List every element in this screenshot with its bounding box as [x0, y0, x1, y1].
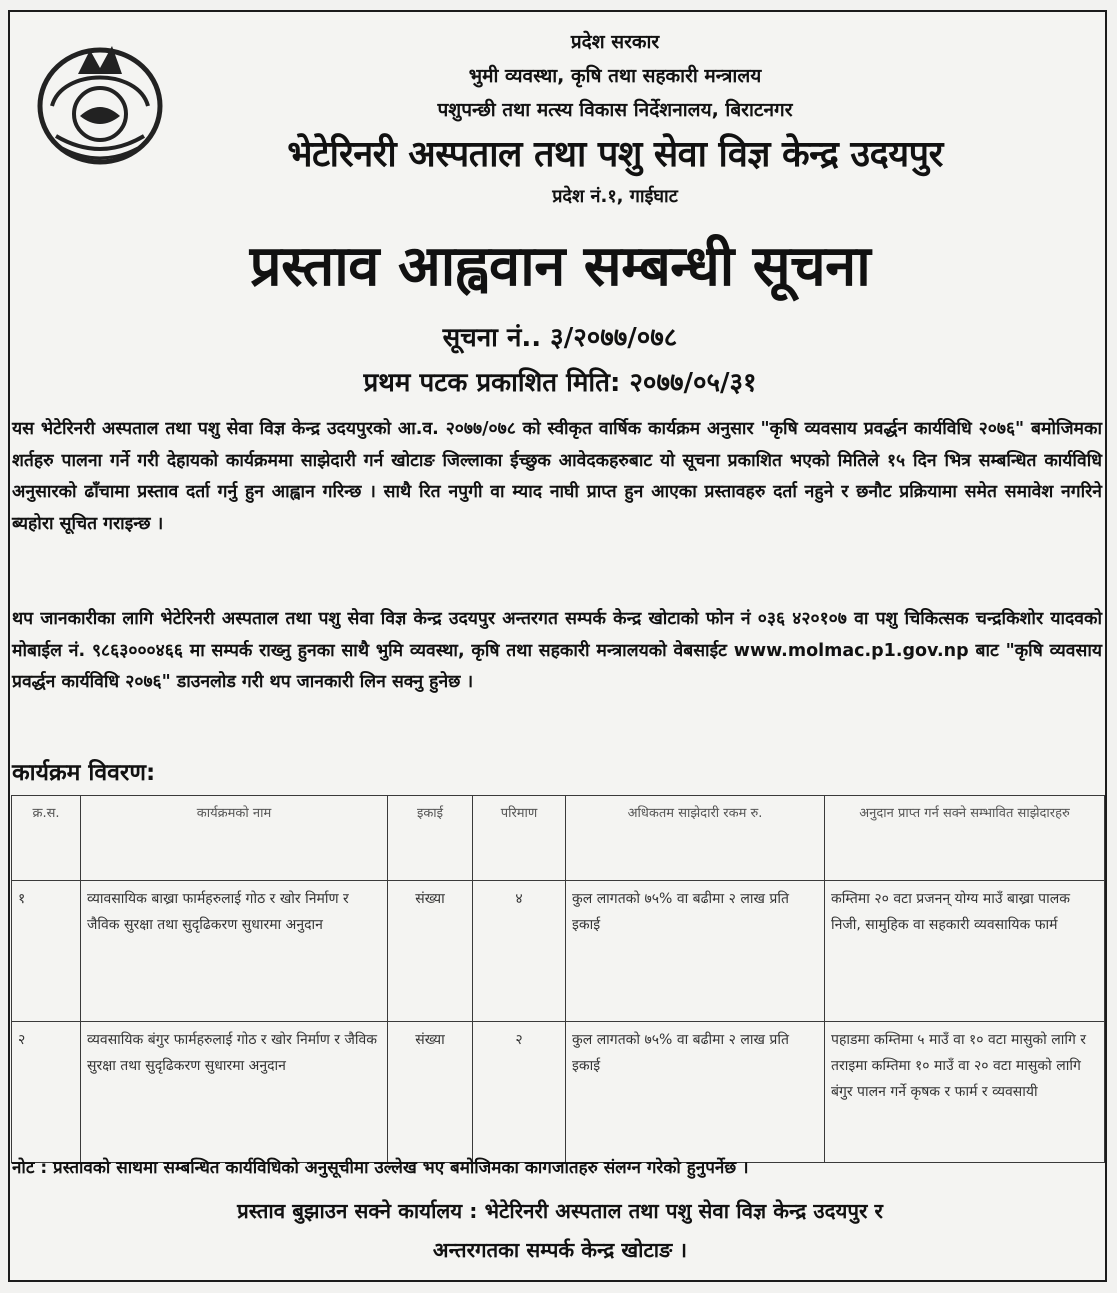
- submission-office-line-1: प्रस्ताव बुझाउन सक्ने कार्यालय : भेटेरिनरी अस्पताल तथा पशु सेवा विज्ञ केन्द्र उदयपुर र: [237, 1199, 883, 1223]
- row-quantity: ४: [473, 881, 566, 1022]
- col-quantity: परिमाण: [473, 796, 566, 881]
- table-row: [12, 881, 1105, 1022]
- notice-number: सूचना नं.. ३/२०७७/०७८: [442, 323, 678, 353]
- notice-paragraph-2: थप जानकारीका लागि भेटेरिनरी अस्पताल तथा पशु सेवा विज्ञ केन्द्र उदयपुर अन्तरगत सम्पर्क केन्द्र खोटाको फोन नं ०३६ ४२०१०७ वा पशु चिकित्सक चन्द्रकिशोर यादवको मोबाईल नं. ९८६३०००४६६ मा सम्पर्क राख्नु हुनका साथै भुमि व्यवस्था, कृषि तथा सहकारी मन्त्रालयको वेबसाईट www.molmac.p1.gov.np बाट "कृषि व्यवसाय प्रवर्द्धन कार्यविधि २०७६" डाउनलोड गरी थप जानकारी लिन सक्नु हुनेछ ।: [12, 609, 1102, 692]
- program-table: [11, 795, 1105, 1163]
- col-eligible-partners: अनुदान प्राप्त गर्न सक्ने सम्भावित साझेदारहरु: [825, 796, 1105, 881]
- row-eligible-partners: कम्तिमा २० वटा प्रजनन् योग्य माउँ बाख्रा पालक निजी, सामुहिक वा सहकारी व्यवसायिक फार्म: [825, 881, 1105, 1022]
- col-max-amount: अधिकतम साझेदारी रकम रु.: [566, 796, 825, 881]
- col-program-name: कार्यक्रमको नाम: [81, 796, 388, 881]
- row-program-name: व्यावसायिक बाख्रा फार्महरुलाई गोठ र खोर निर्माण र जैविक सुरक्षा तथा सुदृढिकरण सुधारमा अनुदान: [81, 881, 388, 1022]
- row-max-amount: कुल लागतको ७५% वा बढीमा २ लाख प्रति इकाई: [566, 881, 825, 1022]
- table-row: [12, 1022, 1105, 1163]
- notice-title: प्रस्ताव आह्ववान सम्बन्धी सूचना: [249, 234, 871, 299]
- publication-date: प्रथम पटक प्रकाशित मिति: २०७७/०५/३१: [363, 368, 757, 398]
- col-serial: क्र.स.: [12, 796, 81, 881]
- office-address: प्रदेश नं.१, गाईघाट: [552, 186, 678, 207]
- row-serial: २: [12, 1022, 81, 1163]
- notice-paragraph-1: यस भेटेरिनरी अस्पताल तथा पशु सेवा विज्ञ केन्द्र उदयपुरको आ.व. २०७७/०७८ को स्वीकृत वार्षिक कार्यक्रम अनुसार "कृषि व्यवसाय प्रवर्द्धन कार्यविधि २०७६" बमोजिमका शर्तहरु पालना गर्ने गरी देहायको कार्यक्रममा साझेदारी गर्न खोटाङ जिल्लाका ईच्छुक आवेदकहरुबाट यो सूचना प्रकाशित भएको मितिले १५ दिन भित्र सम्बन्धित कार्यविधि अनुसारको ढाँचामा प्रस्ताव दर्ता गर्नु हुन आह्वान गरिन्छ । साथै रित नपुगी वा म्याद नाघी प्राप्त हुन आएका प्रस्तावहरु दर्ता नहुने र छनौट प्रक्रियामा समेत समावेश नगरिने ब्यहोरा सूचित गराइन्छ ।: [12, 419, 1102, 534]
- province-government: प्रदेश सरकार: [570, 31, 660, 53]
- row-max-amount: कुल लागतको ७५% वा बढीमा २ लाख प्रति इकाई: [566, 1022, 825, 1163]
- directorate-name: पशुपन्छी तथा मत्स्य विकास निर्देशनालय, बिराटनगर: [437, 99, 793, 121]
- program-section-title: कार्यक्रम विवरण:: [12, 760, 156, 786]
- office-name: भेटेरिनरी अस्पताल तथा पशु सेवा विज्ञ केन्द्र उदयपुर: [287, 134, 943, 175]
- row-serial: १: [12, 881, 81, 1022]
- submission-office-line-2: अन्तरगतका सम्पर्क केन्द्र खोटाङ ।: [432, 1238, 688, 1262]
- row-unit: संख्या: [388, 1022, 473, 1163]
- row-program-name: व्यवसायिक बंगुर फार्महरुलाई गोठ र खोर निर्माण र जैविक सुरक्षा तथा सुदृढिकरण सुधारमा अनुदान: [81, 1022, 388, 1163]
- government-emblem-icon: [32, 28, 168, 168]
- row-quantity: २: [473, 1022, 566, 1163]
- row-eligible-partners: पहाडमा कम्तिमा ५ माउँ वा १० वटा मासुको लागि र तराइमा कम्तिमा १० माउँ वा २० वटा मासुको लागि बंगुर पालन गर्ने कृषक र फार्म र व्यवसायी: [825, 1022, 1105, 1163]
- col-unit: इकाई: [388, 796, 473, 881]
- footer-note: नोट : प्रस्तावको साथमा सम्बन्धित कार्यविधिको अनुसूचीमा उल्लेख भए बमोजिमका कागजातहरु संलग्न गरेको हुनुपर्नेछ ।: [12, 1158, 749, 1178]
- table-header-row: [12, 796, 1105, 881]
- ministry-name: भुमी व्यवस्था, कृषि तथा सहकारी मन्त्रालय: [468, 65, 762, 87]
- row-unit: संख्या: [388, 881, 473, 1022]
